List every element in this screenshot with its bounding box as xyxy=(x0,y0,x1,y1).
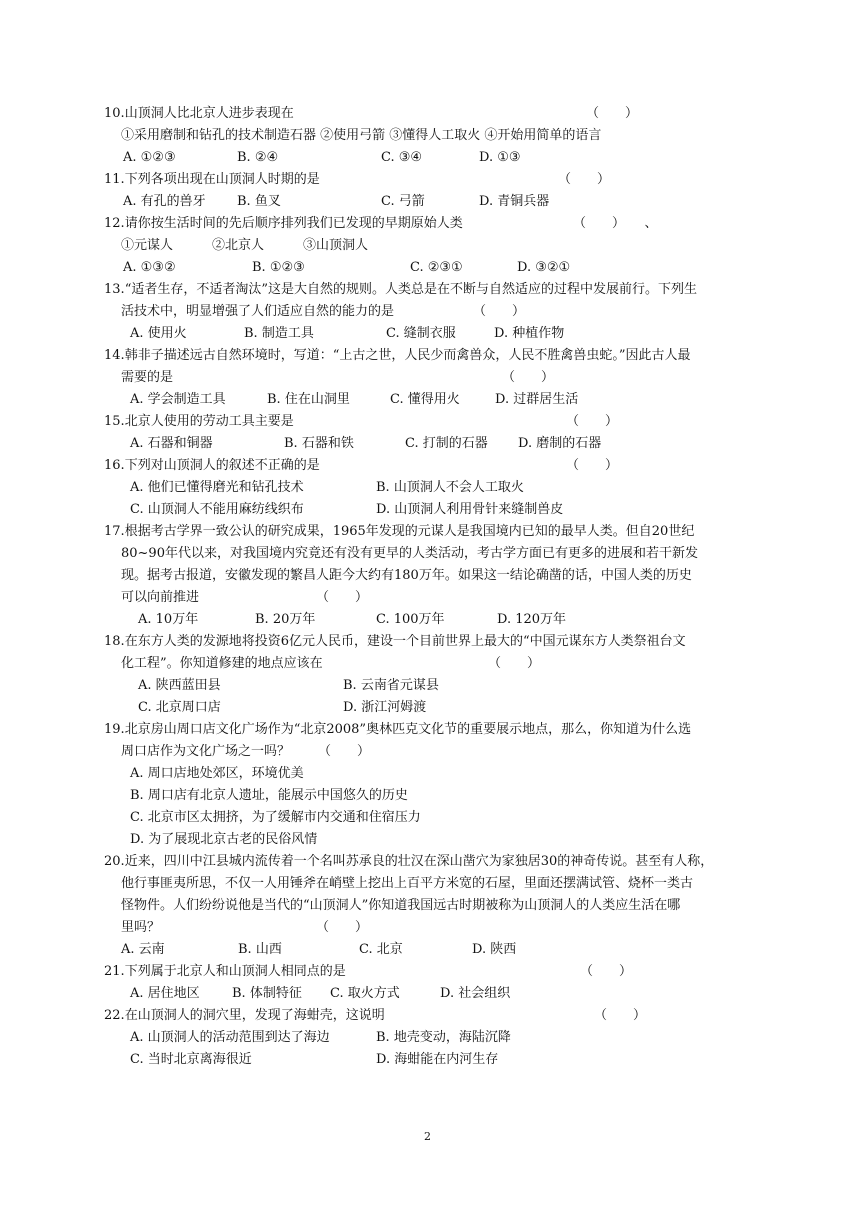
stem-line: 在东方人类的发源地将投资6亿元人民币，建设一个目前世界上最大的“中国元谋东方人类祭祖台文 xyxy=(124,634,686,649)
option-b: B. 山西 xyxy=(238,942,282,957)
answer-bracket: （ ） xyxy=(580,964,633,979)
option-d: D. 为了展现北京古老的民俗风情 xyxy=(130,832,318,847)
option-b: B. 云南省元谋县 xyxy=(343,678,439,693)
option-d: D. 120万年 xyxy=(497,612,567,627)
option-b: B. 住在山洞里 xyxy=(267,392,350,407)
question-stem: 15.北京人使用的劳动工具主要是 xyxy=(104,414,294,429)
option-c: C. 100万年 xyxy=(376,612,445,627)
stem-line: 需要的是 xyxy=(121,370,174,385)
answer-bracket: （ ） xyxy=(316,590,369,605)
answer-bracket: （ ） xyxy=(586,106,639,121)
stem-line: 北京人使用的劳动工具主要是 xyxy=(124,414,294,429)
option-a: A. 居住地区 xyxy=(130,986,200,1001)
stem-line: ①元谋人 ②北京人 ③山顶洞人 xyxy=(121,238,369,253)
stem-line: 可以向前推进 xyxy=(121,590,200,605)
question-number: 10 xyxy=(104,106,121,121)
question-stem: 18.在东方人类的发源地将投资6亿元人民币，建设一个目前世界上最大的“中国元谋东方人类祭祖台文 xyxy=(104,634,686,649)
option-c: C. 弓箭 xyxy=(381,194,425,209)
option-c: C. ②③① xyxy=(410,260,463,275)
question-stem: 12.请你按生活时间的先后顺序排列我们已发现的早期原始人类 xyxy=(104,216,463,231)
question-stem: 16.下列对山顶洞人的叙述不正确的是 xyxy=(104,458,320,473)
option-a: A. 石器和铜器 xyxy=(130,436,213,451)
option-a: A. 10万年 xyxy=(138,612,199,627)
answer-bracket: （ ） xyxy=(594,1008,647,1023)
question-number: 13 xyxy=(104,282,121,297)
option-b: B. 体制特征 xyxy=(232,986,302,1001)
stem-line: 请你按生活时间的先后顺序排列我们已发现的早期原始人类 xyxy=(124,216,463,231)
question-number: 17 xyxy=(104,524,121,539)
option-b: B. 山顶洞人不会人工取火 xyxy=(376,480,524,495)
stem-line: 现。据考古报道，安徽发现的繁昌人距今大约有180万年。如果这一结论确凿的话，中国人类的历史 xyxy=(121,568,692,583)
stem-line: “适者生存，不适者淘汰”这是大自然的规则。人类总是在不断与自然适应的过程中发展前行。下列生 xyxy=(124,282,697,297)
stem-line: 怪物件。人们纷纷说他是当代的“山顶洞人”你知道我国远古时期被称为山顶洞人的人类应生活在哪 xyxy=(121,898,681,913)
answer-bracket: （ ） xyxy=(566,458,619,473)
stem-line: 山顶洞人比北京人进步表现在 xyxy=(124,106,294,121)
option-a: A. 使用火 xyxy=(130,326,187,341)
answer-bracket: （ ） xyxy=(558,172,611,187)
question-number: 15 xyxy=(104,414,121,429)
answer-bracket: （ ） 、 xyxy=(573,216,658,231)
option-c: C. ③④ xyxy=(381,150,423,165)
option-d: D. ①③ xyxy=(479,150,521,165)
stem-line: 根据考古学界一致公认的研究成果，1965年发现的元谋人是我国境内已知的最早人类。但自20世纪 xyxy=(124,524,695,539)
option-d: D. 陕西 xyxy=(472,942,517,957)
stem-line: 周口店作为文化广场之一吗？ xyxy=(121,744,291,759)
stem-line: 他行事匪夷所思，不仅一人用锤斧在峭壁上挖出上百平方米宽的石屋，里面还摆满试管、烧杯一类古 xyxy=(121,876,694,891)
option-a: A. 陕西蓝田县 xyxy=(138,678,221,693)
option-d: D. ③②① xyxy=(517,260,571,275)
answer-bracket: （ ） xyxy=(488,656,541,671)
answer-bracket: （ ） xyxy=(566,414,619,429)
stem-line: 北京房山周口店文化广场作为“北京2008”奥林匹克文化节的重要展示地点，那么，你知道为什么选 xyxy=(124,722,692,737)
stem-line: 在山顶洞人的洞穴里，发现了海蚶壳，这说明 xyxy=(124,1008,385,1023)
question-number: 19 xyxy=(104,722,121,737)
stem-line: 化工程”。你知道修建的地点应该在 xyxy=(121,656,323,671)
option-d: D. 社会组织 xyxy=(440,986,511,1001)
option-a: A. ①②③ xyxy=(123,150,176,165)
answer-bracket: （ ） xyxy=(318,744,371,759)
option-c: C. 取火方式 xyxy=(330,986,400,1001)
option-b: B. 石器和铁 xyxy=(284,436,354,451)
option-d: D. 山顶洞人利用骨针来缝制兽皮 xyxy=(376,502,564,517)
option-c: C. 北京市区太拥挤，为了缓解市内交通和住宿压力 xyxy=(130,810,421,825)
stem-line: 里吗？ xyxy=(121,920,161,935)
option-c: C. 当时北京离海很近 xyxy=(130,1052,252,1067)
question-number: 16 xyxy=(104,458,121,473)
option-c: C. 缝制衣服 xyxy=(386,326,456,341)
option-a: A. 周口店地处郊区，环境优美 xyxy=(130,766,304,781)
option-b: B. 制造工具 xyxy=(244,326,314,341)
question-stem: 14.韩非子描述远古自然环境时，写道：“上古之世，人民少而禽兽众，人民不胜禽兽虫蛇。”因此古人最 xyxy=(104,348,691,363)
stem-line: 近来，四川中江县城内流传着一个名叫苏承良的壮汉在深山凿穴为家独居30的神奇传说。甚至有人称， xyxy=(124,854,714,869)
option-d: D. 磨制的石器 xyxy=(518,436,602,451)
option-b: B. 20万年 xyxy=(255,612,316,627)
option-d: D. 海蚶能在内河生存 xyxy=(376,1052,499,1067)
option-b: B. ①②③ xyxy=(252,260,305,275)
option-a: A. ①③② xyxy=(123,260,176,275)
question-number: 20 xyxy=(104,854,121,869)
option-b: B. 鱼叉 xyxy=(237,194,281,209)
option-b: B. ②④ xyxy=(237,150,279,165)
question-number: 11 xyxy=(104,172,121,187)
stem-line: ①采用磨制和钻孔的技术制造石器 ②使用弓箭 ③懂得人工取火 ④开始用简单的语言 xyxy=(121,128,602,143)
question-stem: 10.山顶洞人比北京人进步表现在 xyxy=(104,106,294,121)
option-a: A. 有孔的兽牙 xyxy=(123,194,206,209)
stem-line: 活技术中，明显增强了人们适应自然的能力的是 xyxy=(121,304,395,319)
stem-line: 下列各项出现在山顶洞人时期的是 xyxy=(124,172,320,187)
option-a: A. 学会制造工具 xyxy=(130,392,226,407)
question-stem: 22.在山顶洞人的洞穴里，发现了海蚶壳，这说明 xyxy=(104,1008,385,1023)
option-a: A. 他们已懂得磨光和钻孔技术 xyxy=(130,480,304,495)
question-stem: 11.下列各项出现在山顶洞人时期的是 xyxy=(104,172,320,187)
option-d: D. 过群居生活 xyxy=(495,392,579,407)
option-d: D. 浙江河姆渡 xyxy=(343,700,427,715)
answer-bracket: （ ） xyxy=(316,920,369,935)
option-c: C. 懂得用火 xyxy=(390,392,460,407)
page-number: 2 xyxy=(424,1130,431,1143)
question-stem: 21.下列属于北京人和山顶洞人相同点的是 xyxy=(104,964,346,979)
option-a: A. 云南 xyxy=(121,942,165,957)
option-a: A. 山顶洞人的活动范围到达了海边 xyxy=(130,1030,330,1045)
question-stem: 17.根据考古学界一致公认的研究成果，1965年发现的元谋人是我国境内已知的最早人类。但自20世纪 xyxy=(104,524,695,539)
question-number: 18 xyxy=(104,634,121,649)
question-stem: 13.“适者生存，不适者淘汰”这是大自然的规则。人类总是在不断与自然适应的过程中发展前行。下列生 xyxy=(104,282,697,297)
stem-line: 下列对山顶洞人的叙述不正确的是 xyxy=(124,458,320,473)
stem-line: 80~90年代以来，对我国境内究竟还有没有更早的人类活动，考古学方面已有更多的进展和若干新发 xyxy=(121,546,698,561)
stem-line: 韩非子描述远古自然环境时，写道：“上古之世，人民少而禽兽众，人民不胜禽兽虫蛇。”因此古人最 xyxy=(124,348,691,363)
question-stem: 19.北京房山周口店文化广场作为“北京2008”奥林匹克文化节的重要展示地点，那么，你知道为什么选 xyxy=(104,722,692,737)
option-d: D. 青铜兵器 xyxy=(479,194,550,209)
option-c: C. 北京 xyxy=(359,942,403,957)
option-c: C. 北京周口店 xyxy=(138,700,221,715)
question-number: 14 xyxy=(104,348,121,363)
option-c: C. 打制的石器 xyxy=(405,436,488,451)
option-b: B. 周口店有北京人遗址，能展示中国悠久的历史 xyxy=(130,788,408,803)
option-d: D. 种植作物 xyxy=(494,326,565,341)
stem-line: 下列属于北京人和山顶洞人相同点的是 xyxy=(124,964,346,979)
answer-bracket: （ ） xyxy=(473,304,526,319)
option-b: B. 地壳变动，海陆沉降 xyxy=(376,1030,511,1045)
option-c: C. 山顶洞人不能用麻纺线织布 xyxy=(130,502,304,517)
answer-bracket: （ ） xyxy=(502,370,555,385)
question-number: 12 xyxy=(104,216,121,231)
question-number: 22 xyxy=(104,1008,121,1023)
question-number: 21 xyxy=(104,964,121,979)
question-stem: 20.近来，四川中江县城内流传着一个名叫苏承良的壮汉在深山凿穴为家独居30的神奇传说。甚至有人称， xyxy=(104,854,714,869)
